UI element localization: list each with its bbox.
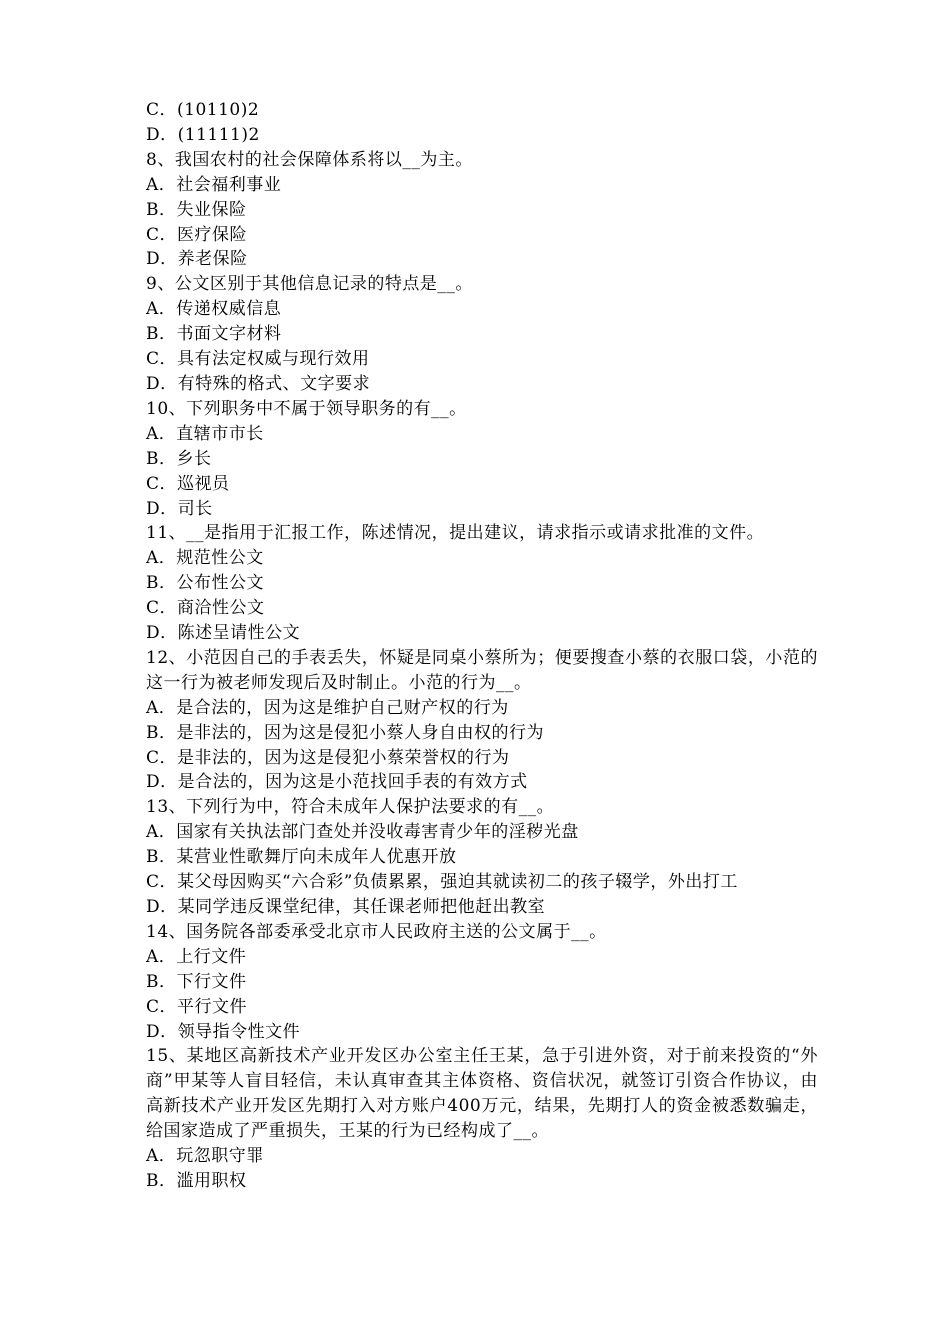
answer-option: C．巡视员	[146, 473, 230, 494]
question-stem: 13、下列行为中，符合未成年人保护法要求的有__。	[146, 797, 555, 818]
question-stem: 14、国务院各部委承受北京市人民政府主送的公文属于__。	[146, 921, 607, 942]
answer-option: B．某营业性歌舞厅向未成年人优惠开放	[146, 847, 457, 868]
answer-option: D．司长	[146, 498, 213, 519]
question-stem: 10、下列职务中不属于领导职务的有__。	[146, 398, 467, 419]
answer-option: B．下行文件	[146, 971, 247, 992]
answer-option: A．国家有关执法部门查处并没收毒害青少年的淫秽光盘	[146, 822, 579, 843]
question-stem: 15、某地区高新技术产业开发区办公室主任王某，急于引进外资，对于前来投资的“外商”甲某等人盲目轻信，未认真审查其主体资格、资信状况，就签订引资合作协议，由高新技术产业开发区先期打入对方账户400万元，结果，先期打人的资金被悉数骗走，给国家造成了严重损失，王某的行为已经构成了__。	[146, 1046, 818, 1142]
question-stem: 11、__是指用于汇报工作，陈述情况，提出建议，请求指示或请求批准的文件。	[146, 523, 765, 544]
question-stem: 12、小范因自己的手表丢失，怀疑是同桌小蔡所为；便要搜查小蔡的衣服口袋，小范的这一行为被老师发现后及时制止。小范的行为__。	[146, 647, 818, 693]
answer-option: D．陈述呈请性公文	[146, 623, 301, 644]
answer-option: B．公布性公文	[146, 573, 264, 594]
answer-option: A．玩忽职守罪	[146, 1146, 264, 1167]
answer-option: C．是非法的，因为这是侵犯小蔡荣誉权的行为	[146, 747, 510, 768]
answer-option: D．是合法的，因为这是小范找回手表的有效方式	[146, 772, 528, 793]
answer-option: C．某父母因购买“六合彩”负债累累，强迫其就读初二的孩子辍学，外出打工	[146, 872, 738, 893]
answer-option: A．传递权威信息	[146, 299, 282, 320]
answer-option: B．书面文字材料	[146, 324, 282, 345]
question-stem: 9、公文区别于其他信息记录的特点是__。	[146, 274, 473, 295]
question-stem: 8、我国农村的社会保障体系将以__为主。	[146, 149, 473, 170]
answer-option: C．商洽性公文	[146, 598, 265, 619]
answer-option: D．某同学违反课堂纪律，其任课老师把他赶出教室	[146, 897, 546, 917]
answer-option: C．具有法定权威与现行效用	[146, 349, 370, 370]
answer-option: A．上行文件	[146, 946, 247, 967]
answer-option: A．社会福利事业	[146, 174, 282, 195]
answer-option: D．(11111)2	[146, 124, 260, 145]
answer-option: A．直辖市市长	[146, 423, 264, 444]
answer-option: B．滥用职权	[146, 1170, 247, 1191]
answer-option: C．平行文件	[146, 996, 248, 1017]
answer-option: D．有特殊的格式、文字要求	[146, 373, 371, 394]
answer-option: A．是合法的，因为这是维护自己财产权的行为	[146, 697, 509, 718]
answer-option: B．乡长	[146, 448, 212, 469]
document-body	[146, 98, 818, 1194]
answer-option: B．是非法的，因为这是侵犯小蔡人身自由权的行为	[146, 722, 544, 743]
answer-option: C．(10110)2	[146, 100, 260, 120]
answer-option: C．医疗保险	[146, 224, 248, 245]
answer-option: B．失业保险	[146, 199, 247, 220]
answer-option: D．养老保险	[146, 249, 248, 270]
answer-option: A．规范性公文	[146, 548, 264, 569]
answer-option: D．领导指令性文件	[146, 1021, 301, 1042]
